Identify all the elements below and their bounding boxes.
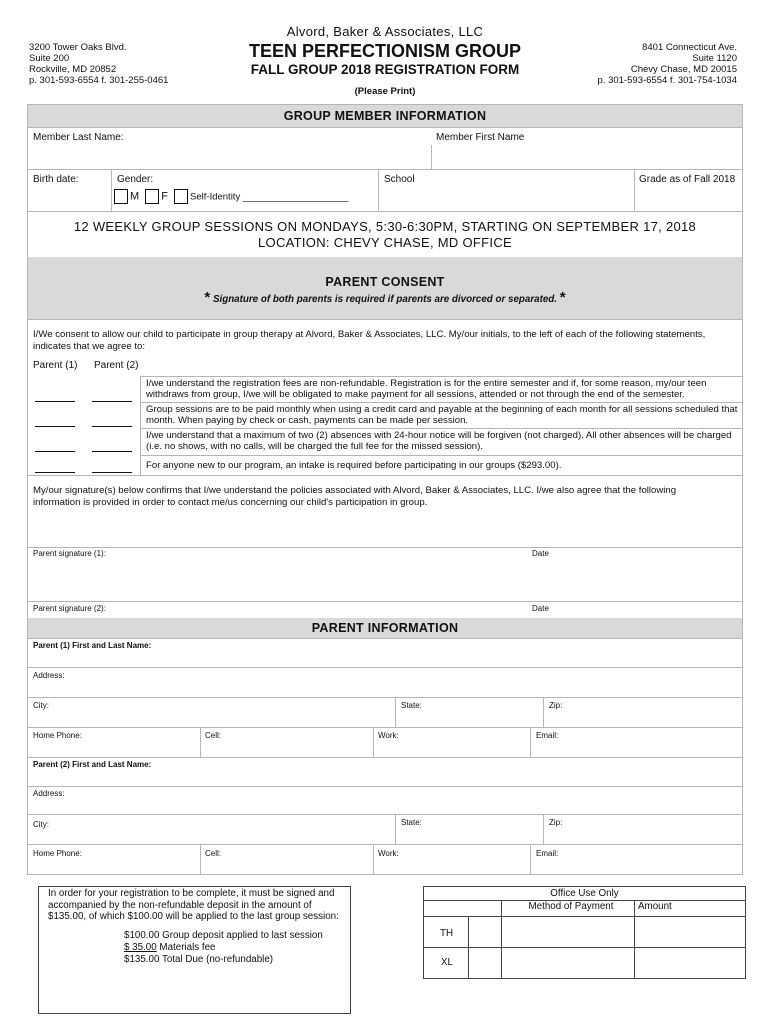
parent2-address-label: Address: (33, 789, 65, 798)
parent1-name-label: Parent (1) First and Last Name: (33, 641, 152, 650)
member-section-title: GROUP MEMBER INFORMATION (283, 109, 487, 123)
parent2-initials-field[interactable] (92, 472, 132, 473)
gender-label: Gender: (117, 174, 154, 185)
gender-f-label: F (161, 190, 168, 203)
parent1-initials-field[interactable] (35, 451, 75, 452)
grade-label: Grade as of Fall 2018 (639, 174, 736, 185)
parent1-initials-heading: Parent (1) (33, 360, 78, 371)
office-use-table (423, 886, 746, 979)
parent2-initials-field[interactable] (92, 426, 132, 427)
consent-statement-3: I/we understand that a maximum of two (2) absences with 24-hour notice will be forgiven (not charged). All other absences will be charged (i.e. no shows, with no calls, will be charged the full fee for the missed session). (146, 430, 732, 452)
parent1-city-label: City: (33, 701, 49, 710)
office-row-xl-label: XL (441, 957, 453, 968)
materials-line (124, 942, 216, 954)
parent1-home-phone-label: Home Phone: (33, 731, 82, 740)
parent1-work-label: Work: (378, 731, 399, 740)
parent1-initials-field[interactable] (35, 426, 75, 427)
gender-f-box[interactable] (145, 189, 159, 204)
parent2-home-phone-label: Home Phone: (33, 849, 82, 858)
consent-statement-2: Group sessions are to be paid monthly when using a credit card and payable at the beginning of each month for all sessions scheduled that month. When paying by check or cash, payments can be made per session. (146, 404, 738, 426)
parent1-state-label: State: (401, 701, 422, 710)
materials-label: Materials fee (156, 942, 216, 953)
parent2-cell-label: Cell: (205, 849, 222, 858)
signature-1-date-label: Date (532, 549, 549, 558)
asterisk-icon: * (559, 289, 566, 306)
gender-m-label: M (130, 190, 140, 203)
sessions-schedule: 12 WEEKLY GROUP SESSIONS ON MONDAYS, 5:30-6:30PM, STARTING ON SEPTEMBER 17, 2018 (73, 219, 697, 234)
birth-date-label: Birth date: (33, 174, 79, 185)
parent-signature-1-label: Parent signature (1): (33, 549, 106, 558)
office-use-title: Office Use Only (550, 888, 619, 899)
signature-2-date-label: Date (532, 604, 549, 613)
right-address-line: Suite 1120 (692, 53, 737, 64)
parent-signature-2-label: Parent signature (2): (33, 604, 106, 613)
total-line: $135.00 Total Due (no-refundable) (124, 954, 274, 965)
gender-options (114, 189, 349, 204)
left-address-line: p. 301-593-6554 f. 301-255-0461 (29, 75, 169, 86)
parent-signature-1-field[interactable] (148, 547, 518, 577)
left-address-line: Rockville, MD 20852 (29, 64, 117, 75)
school-label: School (384, 174, 415, 185)
parent2-initials-field[interactable] (92, 451, 132, 452)
firm-name: Alvord, Baker & Associates, LLC (286, 24, 484, 39)
form-subtitle: FALL GROUP 2018 REGISTRATION FORM (250, 62, 520, 77)
registration-form (27, 104, 743, 875)
right-address-line: Chevy Chase, MD 20015 (630, 64, 737, 75)
payment-note-box (38, 886, 351, 1014)
gender-self-identity-checkbox[interactable] (174, 189, 188, 204)
asterisk-icon: * (204, 289, 211, 306)
gender-m-checkbox[interactable] (114, 189, 128, 204)
parent2-initials-heading: Parent (2) (94, 360, 139, 371)
member-first-name-label: Member First Name (436, 132, 525, 143)
member-last-name-label: Member Last Name: (33, 132, 124, 143)
parent2-email-label: Email: (536, 849, 559, 858)
form-title: TEEN PERFECTIONISM GROUP (248, 41, 522, 61)
consent-note-text: Signature of both parents is required if parents are divorced or separated. (212, 294, 558, 305)
consent-section-title: PARENT CONSENT (325, 275, 445, 289)
parent2-city-label: City: (33, 820, 49, 829)
deposit-line: $100.00 Group deposit applied to last session (124, 930, 323, 941)
self-identity-label: Self-Identity ____________________ (190, 191, 349, 203)
parent2-name-label: Parent (2) First and Last Name: (33, 760, 152, 769)
signature-statement: My/our signature(s) below confirms that I/we understand the policies associated with Alvord, Baker & Associates, LLC. I/we also agree that the following information is provided in order to contact me/us concerning our child's participation in group. (33, 485, 677, 508)
parent1-address-label: Address: (33, 671, 65, 680)
office-row-th-label: TH (440, 928, 454, 939)
sessions-location: LOCATION: CHEVY CHASE, MD OFFICE (258, 235, 512, 250)
parent1-zip-label: Zip: (549, 701, 563, 710)
parent2-work-label: Work: (378, 849, 399, 858)
left-office-address (29, 42, 168, 86)
please-print-note: (Please Print) (354, 86, 416, 97)
method-of-payment-header: Method of Payment (528, 901, 614, 912)
parent1-initials-field[interactable] (35, 472, 75, 473)
left-address-line: 3200 Tower Oaks Blvd. (29, 42, 127, 53)
parent2-zip-label: Zip: (549, 818, 563, 827)
parent1-initials-field[interactable] (35, 401, 75, 402)
consent-statement-1: I/we understand the registration fees are non-refundable. Registration is for the entire semester and if, for some reason, my/our teen withdraws from group, I/we will be obligated to make payment for all sessions, attended or not through the end of the semester. (146, 378, 707, 400)
right-address-line: p. 301-593-6554 f. 301-754-1034 (597, 75, 737, 86)
materials-amount: $ 35.00 (124, 942, 157, 953)
parent2-state-label: State: (401, 818, 422, 827)
consent-note (28, 289, 742, 306)
consent-intro: I/We consent to allow our child to participate in group therapy at Alvord, Baker & Associates, LLC. My/our initials, to the left of each of the following statements, indicates that we agree to: (33, 329, 706, 352)
parent-info-section-title: PARENT INFORMATION (311, 621, 459, 635)
parent2-initials-field[interactable] (92, 401, 132, 402)
consent-statement-4: For anyone new to our program, an intake is required before participating in our groups ($293.00). (146, 460, 562, 471)
right-address-line: 8401 Connecticut Ave. (642, 42, 737, 53)
left-address-line: Suite 200 (29, 53, 70, 64)
parent-signature-2-field[interactable] (148, 595, 518, 615)
parent1-email-label: Email: (536, 731, 559, 740)
parent1-cell-label: Cell: (205, 731, 222, 740)
amount-header: Amount (638, 901, 672, 912)
payment-note-text: In order for your registration to be complete, it must be signed and accompanied by the non-refundable deposit in the amount of $135.00, of which $100.00 will be applied to the last group session: (48, 888, 339, 923)
